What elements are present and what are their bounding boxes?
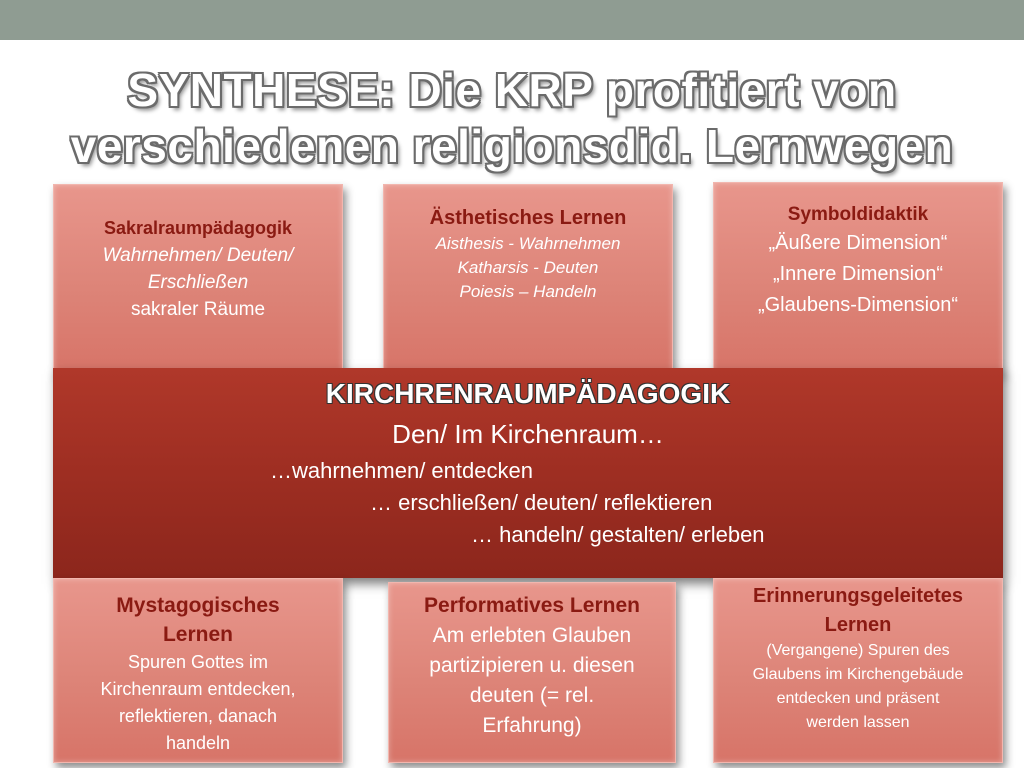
box-heading: Ästhetisches Lernen [429, 207, 627, 229]
box-line: werden lassen [806, 714, 910, 731]
box-heading: Performatives Lernen [424, 594, 640, 617]
box-line: „Äußere Dimension“ [768, 232, 948, 254]
kirchenraumpaedagogik-band [53, 368, 1003, 578]
box-line: „Innere Dimension“ [772, 263, 944, 285]
box-line: Glaubens im Kirchengebäude [752, 666, 964, 683]
box-line: (Vergangene) Spuren des [766, 642, 950, 659]
box-line: sakraler Räume [130, 299, 266, 320]
band-line-2: … erschließen/ deuten/ reflektieren [370, 490, 713, 515]
box-line: „Glaubens-Dimension“ [757, 294, 959, 316]
box-line: Katharsis - Deuten [457, 258, 599, 277]
box-line: Kirchenraum entdecken, [100, 679, 296, 699]
box-line: Aisthesis - Wahrnehmen [435, 234, 621, 253]
top-bar [0, 0, 1024, 40]
box-line: Wahrnehmen/ Deuten/ [102, 245, 294, 266]
box-line: Spuren Gottes im [127, 652, 269, 672]
box-heading-2: Lernen [162, 623, 233, 646]
box-line: Am erlebten Glauben [432, 624, 632, 647]
box-line: reflektieren, danach [118, 706, 278, 726]
title-line-1: SYNTHESE: Die KRP profitiert von [127, 64, 897, 116]
band-heading: KIRCHRENRAUMPÄDAGOGIK [325, 378, 731, 409]
box-symboldidaktik [713, 182, 1003, 374]
box-line: deuten (= rel. [469, 684, 595, 707]
box-aesthetisches-lernen [383, 184, 673, 374]
band-line-1: …wahrnehmen/ entdecken [270, 458, 533, 483]
box-heading-2: Lernen [824, 614, 892, 636]
title-line-2: verschiedenen religionsdid. Lernwegen [70, 120, 954, 172]
box-line: entdecken und präsent [776, 690, 940, 707]
box-heading: Sakralraumpädagogik [103, 218, 293, 238]
slide-title [0, 62, 1024, 174]
box-line: handeln [165, 733, 231, 753]
band-line-3: … handeln/ gestalten/ erleben [471, 522, 765, 547]
box-heading: Erinnerungsgeleitetes [752, 585, 964, 607]
box-line: Poiesis – Handeln [459, 282, 597, 301]
box-erinnerungsgeleitetes-lernen [713, 578, 1003, 763]
box-performatives-lernen [388, 582, 676, 763]
band-subheading: Den/ Im Kirchenraum… [392, 419, 664, 449]
box-heading: Mystagogisches [116, 594, 280, 617]
box-heading: Symboldidaktik [787, 204, 929, 225]
box-line: partizipieren u. diesen [429, 654, 635, 677]
box-mystagogisches-lernen [53, 578, 343, 763]
box-line: Erschließen [147, 272, 249, 293]
box-line: Erfahrung) [482, 714, 582, 737]
box-sakralraumpaedagogik [53, 184, 343, 374]
